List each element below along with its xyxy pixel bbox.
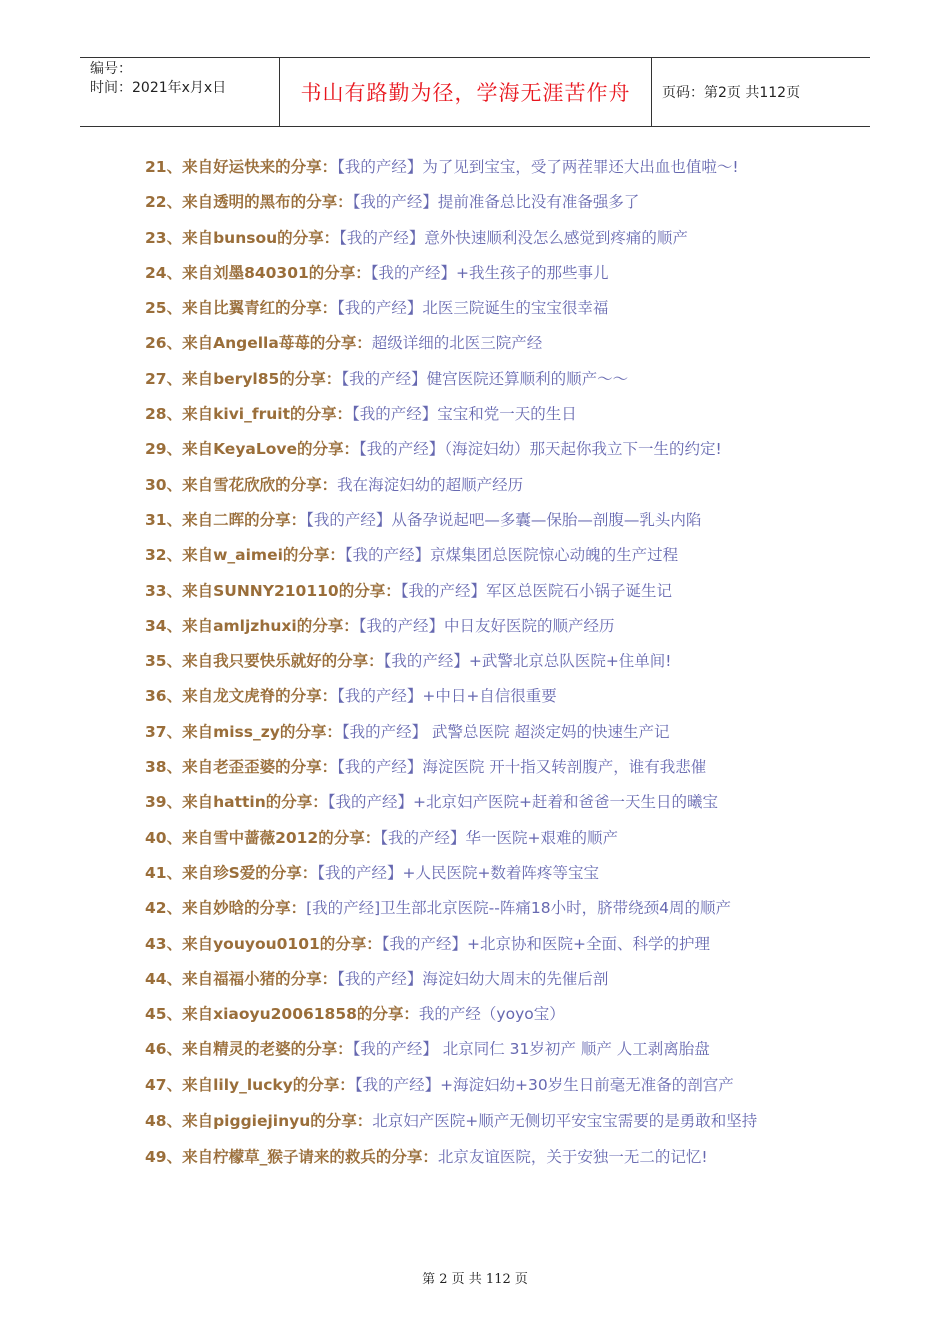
page-footer: 第 2 页 共 112 页	[422, 1272, 528, 1287]
list-item-title[interactable]: 【我的产经】+中日+自信很重要	[337, 687, 557, 706]
list-item	[145, 891, 815, 926]
list-item	[145, 679, 815, 714]
list-item	[145, 1068, 815, 1103]
list-item-prefix: 25、来自比翼青红的分享：	[145, 299, 338, 318]
header-meta	[80, 58, 280, 126]
list-item-title[interactable]: 【我的产经】健宫医院还算顺利的顺产～～	[341, 369, 629, 388]
list-item-prefix: 45、来自xiaoyu20061858的分享：	[145, 1005, 419, 1024]
list-item	[145, 750, 815, 785]
list-item-prefix: 44、来自福福小猪的分享：	[145, 969, 338, 988]
list-item-prefix: 47、来自lily_lucky的分享：	[145, 1075, 355, 1094]
list-item	[145, 997, 815, 1032]
list-item	[145, 856, 815, 891]
list-item-prefix: 30、来自雪花欣欣的分享：	[145, 475, 338, 494]
list-item	[145, 291, 815, 326]
list-item-title[interactable]: 【我的产经】+武警北京总队医院+住单间!	[383, 652, 672, 671]
list-item-prefix: 49、来自柠檬草_猴子请来的救兵的分享：	[145, 1148, 438, 1167]
list-item-title[interactable]: 【我的产经】+北京妇产医院+赶着和爸爸一天生日的曦宝	[327, 793, 718, 812]
list-item-title[interactable]: 【我的产经】从备孕说起吧—多囊—保胎—剖腹—乳头内陷	[306, 510, 702, 529]
list-item-prefix: 38、来自老歪歪婆的分享：	[145, 758, 338, 777]
list-item-title[interactable]: 【我的产经】意外快速顺利没怎么感觉到疼痛的顺产	[339, 228, 688, 247]
list-item-title[interactable]: 【我的产经】（海淀妇幼）那天起你我立下一生的约定!	[359, 440, 722, 459]
list-item	[145, 644, 815, 679]
list-item-title[interactable]: 北京友谊医院，关于安独一无二的记忆!	[437, 1148, 708, 1167]
list-item	[145, 256, 815, 291]
list-item-prefix: 43、来自youyou0101的分享：	[145, 934, 382, 953]
list-item-title[interactable]: 超级详细的北医三院产经	[371, 334, 543, 353]
list-item-title[interactable]: 【我的产经】+人民医院+数着阵疼等宝宝	[317, 863, 599, 882]
list-item-prefix: 31、来自二晖的分享：	[145, 510, 307, 529]
list-item	[145, 821, 815, 856]
list-item-title[interactable]: 【我的产经】宝宝和党一天的生日	[352, 405, 577, 424]
list-item-title[interactable]: 【我的产经】 北京同仁 31岁初产 顺产 人工剥离胎盘	[352, 1040, 710, 1059]
list-item-prefix: 40、来自雪中蔷薇2012的分享：	[145, 828, 381, 847]
list-item-title[interactable]: 【我的产经】+我生孩子的那些事儿	[370, 263, 609, 282]
list-item	[145, 1032, 815, 1067]
list-item-title[interactable]: 【我的产经】海淀医院 开十指又转剖腹产，谁有我悲催	[337, 758, 707, 777]
list-item-prefix: 34、来自amljzhuxi的分享：	[145, 616, 359, 635]
list-item-title[interactable]: 【我的产经】军区总医院石小锅子诞生记	[400, 581, 672, 600]
list-item-prefix: 24、来自刘墨840301的分享：	[145, 263, 371, 282]
list-item-title[interactable]: 北京妇产医院+顺产无侧切平安宝宝需要的是勇敢和坚持	[372, 1112, 758, 1131]
document-number-label: 编号：	[90, 61, 132, 77]
list-item	[145, 468, 815, 503]
list-item-prefix: 27、来自beryl85的分享：	[145, 369, 342, 388]
list-item	[145, 185, 815, 220]
list-item	[145, 1103, 815, 1140]
list-item	[145, 927, 815, 962]
list-item-title[interactable]: 我的产经（yoyo宝）	[418, 1005, 565, 1024]
list-item-prefix: 32、来自w_aimei的分享：	[145, 546, 345, 565]
list-item-prefix: 41、来自珍S爱的分享：	[145, 863, 318, 882]
list-item	[145, 397, 815, 432]
page-header	[80, 57, 870, 127]
list-item	[145, 574, 815, 609]
list-item	[145, 1140, 815, 1175]
header-page-info: 页码：第2页 共112页	[662, 85, 801, 101]
list-item-title[interactable]: 【我的产经】中日友好医院的顺产经历	[358, 616, 615, 635]
list-item-title[interactable]: 【我的产经】提前准备总比没有准备强多了	[352, 193, 640, 212]
list-item-title[interactable]: 【我的产经】+北京协和医院+全面、科学的护理	[381, 934, 711, 953]
list-item	[145, 538, 815, 573]
list-item	[145, 609, 815, 644]
list-item-title[interactable]: 【我的产经】 武警总医院 超淡定妈的快速生产记	[341, 722, 670, 741]
list-item-prefix: 28、来自kivi_fruit的分享：	[145, 405, 353, 424]
list-item	[145, 362, 815, 397]
list-item	[145, 503, 815, 538]
list-item-prefix: 48、来自piggiejinyu的分享：	[145, 1112, 373, 1131]
list-item	[145, 432, 815, 467]
list-item-prefix: 26、来自Angella苺苺的分享：	[145, 334, 372, 353]
list-item-prefix: 39、来自hattin的分享：	[145, 793, 328, 812]
header-motto: 书山有路勤为径，学海无涯苦作舟	[280, 58, 652, 126]
list-item	[145, 221, 815, 256]
list-item-prefix: 21、来自好运快来的分享：	[145, 158, 338, 176]
list-item-title[interactable]: 【我的产经】京煤集团总医院惊心动魄的生产过程	[344, 546, 679, 565]
document-time-label: 时间：2021年x月x日	[90, 80, 227, 96]
list-item-prefix: 36、来自龙文虎脊的分享：	[145, 687, 338, 706]
list-item-prefix: 35、来自我只要快乐就好的分享：	[145, 652, 384, 671]
list-item-prefix: 33、来自SUNNY210110的分享：	[145, 581, 401, 600]
list-item-title[interactable]: 【我的产经】北医三院诞生的宝宝很幸福	[337, 299, 609, 318]
list-item-prefix: 23、来自bunsou的分享：	[145, 228, 340, 247]
list-item-title[interactable]: 【我的产经】为了见到宝宝，受了两茬罪还大出血也值啦～!	[337, 158, 739, 176]
list-item-title[interactable]: 【我的产经】华一医院+艰难的顺产	[380, 828, 618, 847]
list-item	[145, 785, 815, 820]
share-list	[145, 150, 815, 1175]
list-item-prefix: 22、来自透明的黑布的分享：	[145, 193, 353, 212]
list-item-title[interactable]: 【我的产经】海淀妇幼大周末的先催后剖	[337, 969, 609, 988]
list-item-title[interactable]: 【我的产经】+海淀妇幼+30岁生日前毫无准备的剖宫产	[354, 1075, 734, 1094]
list-item	[145, 715, 815, 750]
list-item-title[interactable]: [我的产经]卫生部北京医院--阵痛18小时，脐带绕颈4周的顺产	[306, 899, 731, 918]
list-item	[145, 326, 815, 361]
list-item-prefix: 42、来自妙晗的分享：	[145, 899, 307, 918]
list-item-prefix: 37、来自miss_zy的分享：	[145, 722, 342, 741]
list-item-title[interactable]: 我在海淀妇幼的超顺产经历	[337, 475, 524, 494]
list-item-prefix: 46、来自精灵的老婆的分享：	[145, 1040, 353, 1059]
list-item	[145, 150, 815, 185]
list-item-prefix: 29、来自KeyaLove的分享：	[145, 440, 360, 459]
list-item	[145, 962, 815, 997]
